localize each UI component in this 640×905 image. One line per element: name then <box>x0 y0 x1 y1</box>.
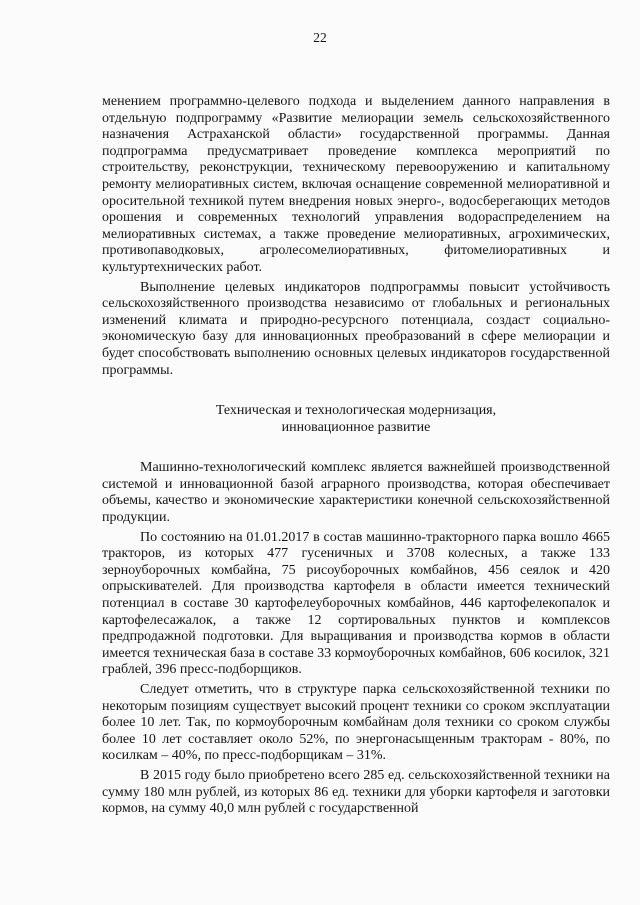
paragraph-continuation: менением программно-целевого подхода и выделением данного направления в отдельную подпрограмму «Развитие мелиорации земель сельскохозяйственного назначения Астраханской области» государственной программы. Данная подпрограмма предусматривает проведение комплекса мероприятий по строительству, реконструкции, техническому перевооружению и капитальному ремонту мелиоративных систем, включая оснащение современной мелиоративной и оросительной техникой путем внедрения новых энерго-, водосберегающих методов орошения и современных технологий управления водораспределением на мелиоративных системах, а также проведение мелиоративных, агрохимических, противопаводковых, агролесомелиоративных, фитомелиоративных и культуртехнических работ. <box>102 94 610 275</box>
paragraph-fleet-age: Следует отметить, что в структуре парка сельскохозяйственной техники по некоторым позициям существует высокий процент техники со сроком эксплуатации более 10 лет. Так, по кормоуборочным комбайнам доля техники со сроком службы более 10 лет составляет около 52%, по энергонасыщенным тракторам - 80%, по косилкам – 40%, по пресс-подборщикам – 31%. <box>102 682 610 764</box>
section-heading <box>102 403 610 436</box>
section-heading-line-2: инновационное развитие <box>281 419 431 435</box>
paragraph-machine-complex: Машинно-технологический комплекс является важнейшей производственной системой и инновационной базой аграрного производства, которая обеспечивает объемы, качество и экономические характеристики конечной сельскохозяйственной продукции. <box>102 460 610 526</box>
paragraph-fleet-status: По состоянию на 01.01.2017 в состав машинно-тракторного парка вошло 4665 тракторов, из которых 477 гусеничных и 3708 колесных, а также 133 зерноуборочных комбайна, 75 рисоуборочных комбайнов, 456 сеялок и 420 опрыскивателей. Для производства картофеля в области имеется технический потенциал в составе 30 картофелеуборочных комбайнов, 446 картофелекопалок и картофелесажалок, а также 12 сортировальных пунктов и комплексов предпродажной подготовки. Для выращивания и производства кормов в области имеется техническая база в составе 33 кормоуборочных комбайнов, 606 косилок, 321 граблей, 396 пресс-подборщиков. <box>102 529 610 678</box>
page-number: 22 <box>313 30 327 45</box>
section-heading-line-1: Техническая и технологическая модернизация, <box>215 403 497 419</box>
paragraph-indicators: Выполнение целевых индикаторов подпрограммы повысит устойчивость сельскохозяйственного производства независимо от глобальных и региональных изменений климата и природно-ресурсного потенциала, создаст социально-экономическую базу для инновационных преобразований в сфере мелиорации и будет способствовать выполнению основных целевых индикаторов государственной программы. <box>102 279 610 378</box>
document-body <box>102 94 610 818</box>
paragraph-acquisitions: В 2015 году было приобретено всего 285 ед. сельскохозяйственной техники на сумму 180 млн рублей, из которых 86 ед. техники для уборки картофеля и заготовки кормов, на сумму 40,0 млн рублей с государственной <box>102 767 610 817</box>
